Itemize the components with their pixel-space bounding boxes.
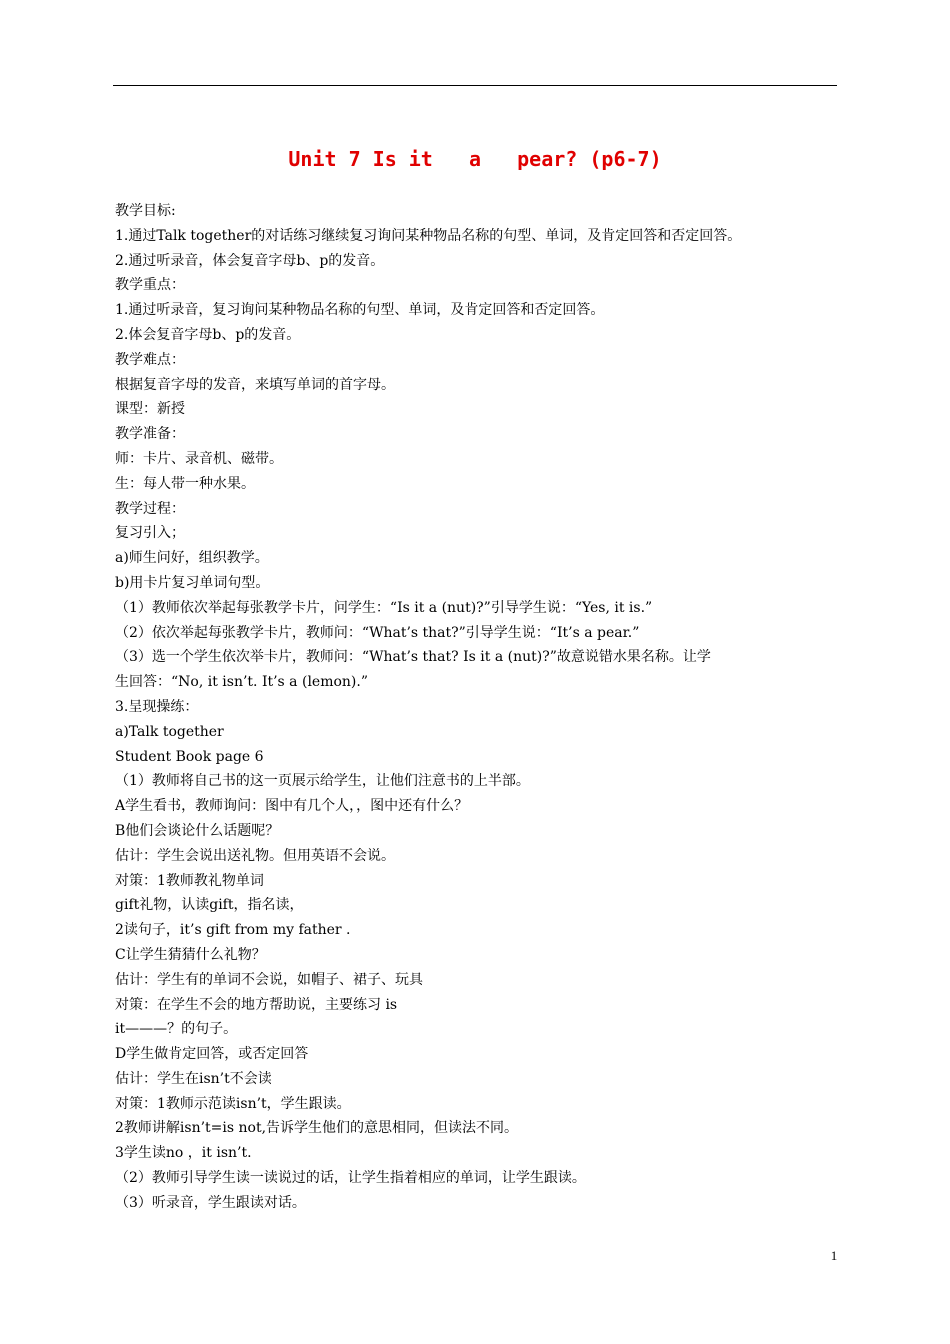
document-body — [115, 199, 865, 1216]
body-line: 教学准备： — [115, 426, 185, 443]
body-line: Student Book page 6 — [115, 748, 264, 765]
body-line: 2.通过听录音，体会复音字母b、p的发音。 — [115, 252, 385, 269]
body-line: （3）选一个学生依次举卡片，教师问：“What’s that? Is it a (nut)?”故意说错水果名称。让学 — [115, 649, 711, 666]
body-line: B他们会谈论什么话题呢？ — [115, 822, 280, 839]
body-line: 教学目标: — [115, 203, 176, 219]
body-line: a)Talk together — [115, 723, 224, 740]
body-line: 估计：学生会说出送礼物。但用英语不会说。 — [115, 847, 395, 864]
body-line: 对策：1教师示范读isn’t，学生跟读。 — [115, 1095, 351, 1112]
document-title: Unit 7 Is it a pear? (p6-7) — [288, 147, 662, 171]
body-line: it———？的句子。 — [115, 1021, 238, 1038]
body-line: 教学重点： — [115, 277, 185, 294]
body-line: 根据复音字母的发音，来填写单词的首字母。 — [115, 376, 395, 393]
body-line: 生：每人带一种水果。 — [115, 475, 255, 492]
body-line: 对策：1教师教礼物单词 — [115, 872, 264, 889]
body-line: 2.体会复音字母b、p的发音。 — [115, 326, 301, 343]
body-line: （2）教师引导学生读一读说过的话，让学生指着相应的单词，让学生跟读。 — [115, 1170, 586, 1187]
body-line: 1.通过听录音，复习询问某种物品名称的句型、单词，及肯定回答和否定回答。 — [115, 302, 605, 319]
body-line: D学生做肯定回答，或否定回答 — [115, 1046, 309, 1063]
body-line: 估计：学生在isn’t不会读 — [115, 1070, 272, 1087]
body-line: （1）教师依次举起每张教学卡片，问学生：“Is it a (nut)?”引导学生说：“Yes, it is.” — [115, 599, 653, 616]
body-line: b)用卡片复习单词句型。 — [115, 574, 270, 591]
body-line: 师：卡片、录音机、磁带。 — [115, 450, 283, 467]
body-line: （2）依次举起每张教学卡片，教师问：“What’s that?”引导学生说：“It’s a pear.” — [115, 624, 640, 641]
page-number: 1 — [830, 1248, 838, 1263]
body-line: a)师生问好，组织教学。 — [115, 550, 269, 567]
body-line: （1）教师将自己书的这一页展示给学生，让他们注意书的上半部。 — [115, 773, 530, 790]
body-line: 课型：新授 — [115, 401, 185, 418]
body-line: 3学生读no ，it isn’t. — [115, 1145, 252, 1162]
body-line: 对策：在学生不会的地方帮助说，主要练习 is — [115, 996, 398, 1013]
body-line: 估计：学生有的单词不会说，如帽子、裙子、玩具 — [115, 971, 423, 988]
body-line: 教学过程： — [115, 500, 185, 517]
body-line: 1.通过Talk together的对话练习继续复习询问某种物品名称的句型、单词，及肯定回答和否定回答。 — [115, 227, 742, 244]
body-line: C让学生猜猜什么礼物？ — [115, 946, 266, 963]
body-line: 生回答：“No, it isn’t. It’s a (lemon).” — [115, 674, 368, 691]
body-line: （3）听录音，学生跟读对话。 — [115, 1194, 306, 1211]
body-line: 教学难点： — [115, 351, 185, 368]
body-line: 2读句子，it’s gift from my father . — [115, 922, 351, 939]
header-rule — [113, 85, 837, 86]
body-line: 复习引入； — [115, 525, 185, 542]
body-line: A学生看书，教师询问：图中有几个人，，图中还有什么？ — [115, 798, 469, 815]
body-line: 2教师讲解isn’t=is not,告诉学生他们的意思相同，但读法不同。 — [115, 1120, 519, 1137]
body-line: 3.呈现操练： — [115, 698, 199, 715]
body-line: gift礼物，认读gift，指名读， — [115, 897, 304, 914]
